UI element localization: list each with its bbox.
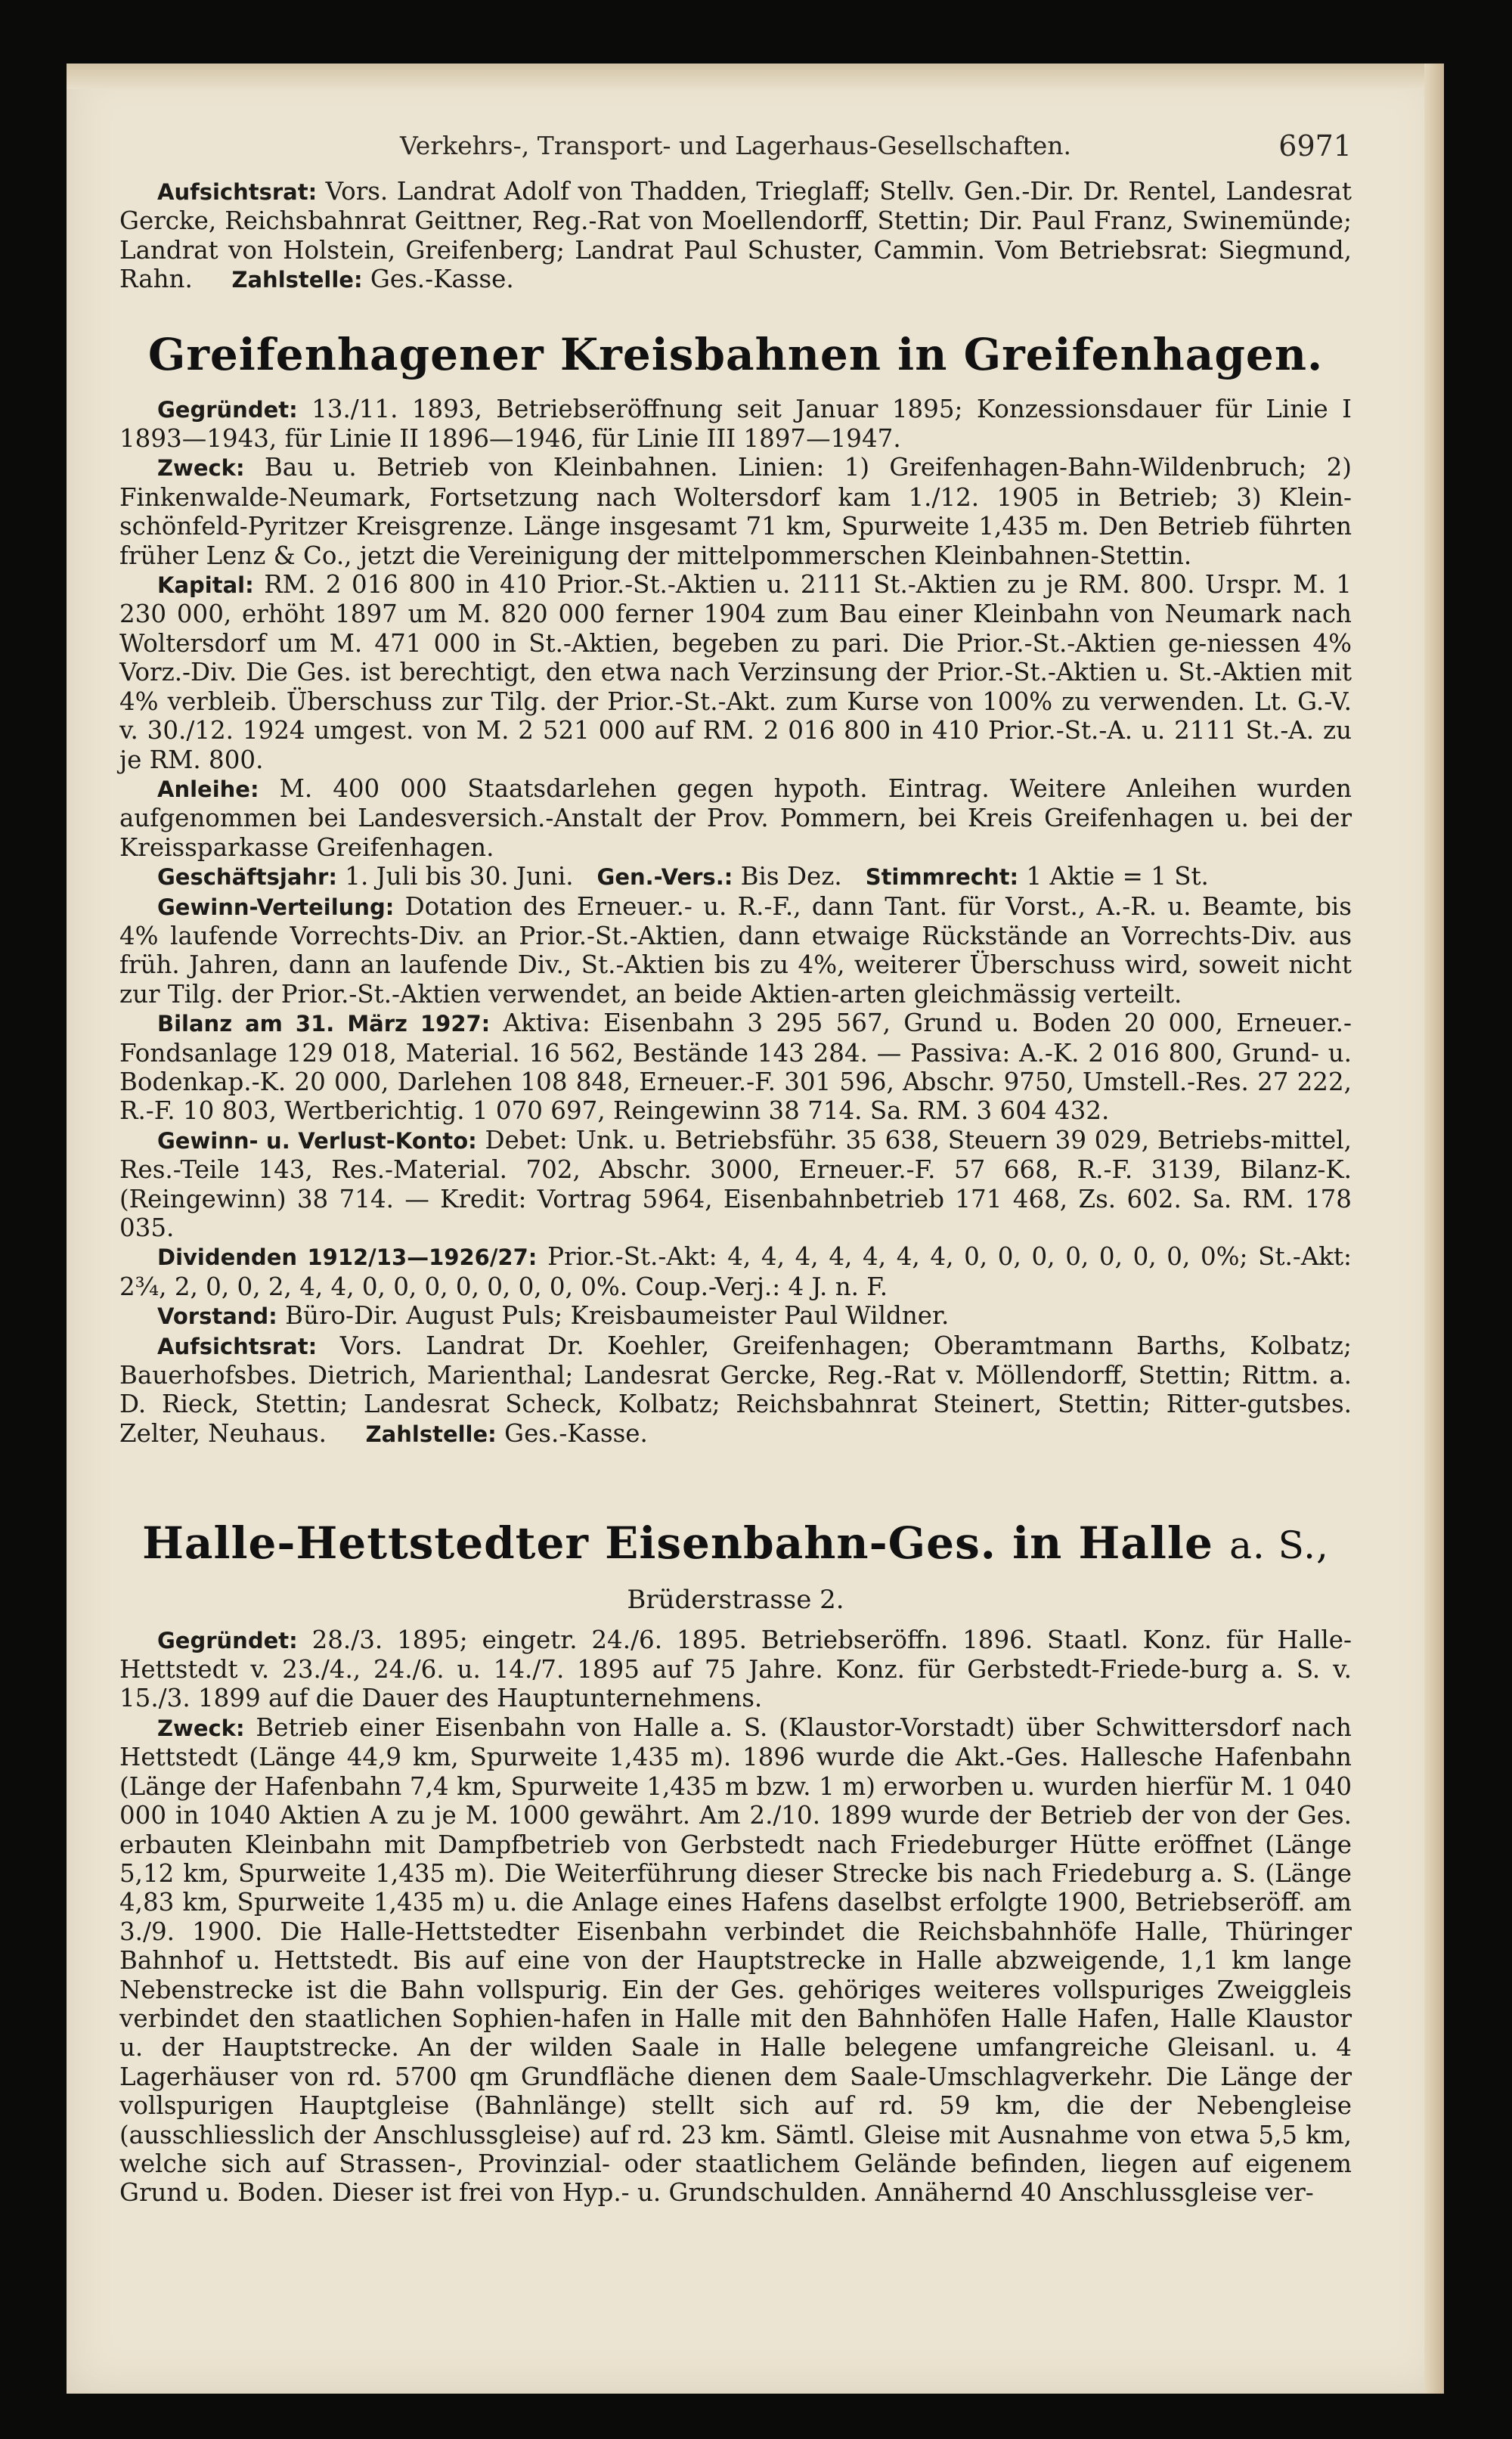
label-zweck: Zweck: xyxy=(157,455,245,482)
page-number: 6971 xyxy=(1278,129,1352,163)
label-genvers: Gen.-Vers.: xyxy=(596,864,733,891)
page-content xyxy=(119,129,1352,2208)
label-zweck-2: Zweck: xyxy=(157,1715,245,1741)
book-page xyxy=(67,64,1444,2394)
text-geschaeftsjahr: 1. Juli bis 30. Juni. xyxy=(345,862,574,891)
text-dividenden: Prior.-St.-Akt: 4, 4, 4, 4, 4, 4, 4, 0, 0, 0, 0, 0, 0, 0, 0%; St.-Akt: 2¾, 2, 0, 0, 2, 4, 4, 0, 0, 0, 0, 0, 0, 0, 0%. Coup.-Verj.: 4 J. n. F. xyxy=(119,1242,1352,1301)
label-bilanz: Bilanz am 31. März 1927: xyxy=(157,1011,491,1037)
page-top-edge xyxy=(67,64,1444,89)
label-zahlstelle: Zahlstelle: xyxy=(231,267,363,293)
label-vorstand: Vorstand: xyxy=(157,1303,277,1330)
label-dividenden: Dividenden 1912/13—1926/27: xyxy=(157,1244,538,1271)
label-kapital: Kapital: xyxy=(157,572,254,599)
label-aufsichtsrat: Aufsichtsrat: xyxy=(157,179,318,205)
text-aufsichtsrat-2: Vors. Landrat Dr. Koehler, Greifenhagen; Oberamtmann Barths, Kolbatz; Bauerhofsbes. Dietrich, Marienthal; Landesrat Gercke, Reg.-Rat v. Möllendorff, Stettin; Rittm. a. D. Rieck, Stettin; Landesrat Scheck, Kolbatz; Reichsbahnrat Steinert, Stettin; Ritter-gutsbes. Zelter, Neuhaus. xyxy=(119,1331,1352,1448)
entry-guv xyxy=(119,1126,1352,1243)
running-title: Verkehrs-, Transport- und Lagerhaus-Gesellschaften. xyxy=(399,131,1071,160)
entry-zweck xyxy=(119,453,1352,570)
section-title-greifenhagen: Greifenhagener Kreisbahnen in Greifenhagen. xyxy=(147,328,1324,380)
text-gegruendet-2: 28./3. 1895; eingetr. 24./6. 1895. Betriebseröffn. 1896. Staatl. Konz. für Halle-Hettstedt v. 23./4., 24./6. u. 14./7. 1895 auf 75 Jahre. Konz. für Gerbstedt-Friede-burg a. S. v. 15./3. 1899 auf die Dauer des Hauptunternehmens. xyxy=(119,1625,1352,1713)
carryover-aufsichtsrat xyxy=(119,177,1352,295)
text-gegruendet: 13./11. 1893, Betriebseröffnung seit Januar 1895; Konzessionsdauer für Linie I 1893—1943, für Linie II 1896—1946, für Linie III 1897—1947. xyxy=(119,394,1352,454)
section-title-halle-hettstedt xyxy=(119,1517,1352,1572)
text-bilanz: Aktiva: Eisenbahn 3 295 567, Grund u. Boden 20 000, Erneuer.-Fondsanlage 129 018, Material. 16 562, Bestände 143 284. — Passiva: A.-K. 2 016 800, Grund- u. Bodenkap.-K. 20 000, Darlehen 108 848, Erneuer.-F. 301 596, Abschr. 9750, Umstell.-Res. 27 222, R.-F. 10 803, Wertberichtig. 1 070 697, Reingewinn 38 714. Sa. RM. 3 604 432. xyxy=(119,1009,1352,1126)
text-genvers: Bis Dez. xyxy=(740,862,842,891)
label-guv: Gewinn- u. Verlust-Konto: xyxy=(157,1127,477,1154)
entry-zweck-2 xyxy=(119,1713,1352,2208)
text-kapital: RM. 2 016 800 in 410 Prior.-St.-Aktien u. 2111 St.-Aktien zu je RM. 800. Urspr. M. 1 230 000, erhöht 1897 um M. 820 000 ferner 1904 zum Bau einer Kleinbahn von Neumark nach Woltersdorf um M. 471 000 in St.-Aktien, begeben zu pari. Die Prior.-St.-Aktien ge-niessen 4% Vorz.-Div. Die Ges. ist berechtigt, den etwa nach Verzinsung der Prior.-St.-Aktien u. St.-Aktien mit 4% verbleib. Überschuss zur Tilg. der Prior.-St.-Akt. zum Kurse von 100% zu verwenden. Lt. G.-V. v. 30./12. 1924 umgest. von M. 2 521 000 auf RM. 2 016 800 in 410 Prior.-St.-A. u. 2111 St.-A. zu je RM. 800. xyxy=(119,570,1352,774)
entry-vorstand xyxy=(119,1301,1352,1331)
label-anleihe: Anleihe: xyxy=(157,776,259,802)
text-aufsichtsrat: Vors. Landrat Adolf von Thadden, Trieglaff; Stellv. Gen.-Dir. Dr. Rentel, Landesrat Gercke, Reichsbahnrat Geittner, Reg.-Rat von Moellendorff, Stettin; Dir. Paul Franz, Swinemünde; Landrat von Holstein, Greifenberg; Landrat Paul Schuster, Cammin. Vom Betriebsrat: Siegmund, Rahn. xyxy=(119,177,1352,294)
label-aufsichtsrat-2: Aufsichtsrat: xyxy=(157,1333,318,1359)
entry-geschaeftsjahr xyxy=(119,862,1352,891)
entry-aufsichtsrat xyxy=(119,1331,1352,1449)
section-gap xyxy=(119,1449,1352,1483)
company-address: Brüderstrasse 2. xyxy=(627,1585,844,1616)
entry-bilanz xyxy=(119,1009,1352,1126)
entry-gegruendet xyxy=(119,395,1352,454)
entry-gegruendet-2 xyxy=(119,1625,1352,1713)
text-zahlstelle-2: Ges.-Kasse. xyxy=(504,1418,648,1448)
label-stimmrecht: Stimmrecht: xyxy=(865,864,1019,891)
text-vorstand: Büro-Dir. August Puls; Kreisbaumeister Paul Wildner. xyxy=(285,1301,950,1331)
running-head xyxy=(119,129,1352,177)
label-geschaeftsjahr: Geschäftsjahr: xyxy=(157,864,337,891)
label-zahlstelle-2: Zahlstelle: xyxy=(365,1421,497,1447)
text-gewinnverteilung: Dotation des Erneuer.- u. R.-F., dann Tant. für Vorst., A.-R. u. Beamte, bis 4% laufende Vorrechts-Div. an Prior.-St.-Aktien, dann etwaige Rückstände an Vorrechts-Div. aus früh. Jahren, dann an laufende Div., St.-Aktien bis zu 4%, weiterer Überschuss wird, soweit nicht zur Tilg. der Prior.-St.-Aktien verwendet, an beide Aktien-arten gleichmässig verteilt. xyxy=(119,891,1352,1009)
section-title-suffix: a. S., xyxy=(1229,1523,1329,1568)
text-zahlstelle: Ges.-Kasse. xyxy=(370,265,514,294)
entry-dividenden xyxy=(119,1242,1352,1301)
label-gegruendet-2: Gegründet: xyxy=(157,1627,298,1653)
entry-gewinnverteilung xyxy=(119,892,1352,1009)
text-zweck: Bau u. Betrieb von Kleinbahnen. Linien: 1) Greifenhagen-Bahn-Wildenbruch; 2) Finkenwalde-Neumark, Fortsetzung nach Woltersdorf kam 1./12. 1905 in Betrieb; 3) Klein-schönfeld-Pyritzer Kreisgrenze. Länge insgesamt 71 km, Spurweite 1,435 m. Den Betrieb führten früher Lenz & Co., jetzt die Vereinigung der mittelpommerschen Kleinbahnen-Stettin. xyxy=(119,453,1352,570)
text-anleihe: M. 400 000 Staatsdarlehen gegen hypoth. Eintrag. Weitere Anleihen wurden aufgenommen bei Landesversich.-Anstalt der Prov. Pommern, bei Kreis Greifenhagen u. bei der Kreissparkasse Greifenhagen. xyxy=(119,773,1352,862)
section-title-main: Halle-Hettstedter Eisenbahn-Ges. in Halle xyxy=(142,1517,1213,1570)
text-zweck-2: Betrieb einer Eisenbahn von Halle a. S. (Klaustor-Vorstadt) über Schwittersdorf nach Hettstedt (Länge 44,9 km, Spurweite 1,435 m). 1896 wurde die Akt.-Ges. Hallesche Hafenbahn (Länge der Hafenbahn 7,4 km, Spurweite 1,435 m bzw. 1 m) erworben u. wurden hierfür M. 1 040 000 in 1040 Aktien A zu je M. 1000 gewährt. Am 2./10. 1899 wurde der Betrieb der von der Ges. erbauten Kleinbahn mit Dampfbetrieb von Gerbstedt nach Friedeburger Hütte eröffnet (Länge 5,12 km, Spurweite 1,435 m). Die Weiterführung dieser Strecke bis nach Friedeburg a. S. (Länge 4,83 km, Spurweite 1,435 m) u. die Anlage eines Hafens daselbst erfolgte 1900, Betriebseröff. am 3./9. 1900. Die Halle-Hettstedter Eisenbahn verbindet die Reichsbahnhöfe Halle, Thüringer Bahnhof u. Hettstedt. Bis auf eine von der Hauptstrecke in Halle abzweigende, 1,1 km lange Nebenstrecke ist die Bahn vollspurig. Ein der Ges. gehöriges weiteres vollspuriges Zweiggleis verbindet den staatlichen Sophien-hafen in Halle mit den Bahnhöfen Halle Hafen, Halle Klaustor u. der Hauptstrecke. An der wilden Saale in Halle belegene umfangreiche Gleisanl. u. 4 Lagerhäuser von rd. 5700 qm Grundfläche dienen dem Saale-Umschlagverkehr. Die Länge der vollspurigen Hauptgleise (Bahnlänge) stellt sich auf rd. 59 km, die der Nebengleise (ausschliesslich der Anschlussgleise) auf rd. 23 km. Sämtl. Gleise mit Ausnahme von etwa 5,5 km, welche sich auf Strassen-, Provinzial- oder staatlichem Gelände befinden, liegen auf eigenem Grund u. Boden. Dieser ist frei von Hyp.- u. Grundschulden. Annähernd 40 Anschlussgleise ver- xyxy=(119,1712,1352,2208)
label-gegruendet: Gegründet: xyxy=(157,396,298,423)
entry-anleihe xyxy=(119,774,1352,862)
entry-kapital xyxy=(119,570,1352,774)
page-fore-edge xyxy=(1424,64,1444,2394)
label-gewinnverteilung: Gewinn-Verteilung: xyxy=(157,894,395,920)
text-stimmrecht: 1 Aktie = 1 St. xyxy=(1026,862,1209,891)
text-guv: Debet: Unk. u. Betriebsführ. 35 638, Steuern 39 029, Betriebs-mittel, Res.-Teile 143, Res.-Material. 702, Abschr. 3000, Erneuer.-F. 57 668, R.-F. 3139, Bilanz-K. (Reingewinn) 38 714. — Kredit: Vortrag 5964, Eisenbahnbetrieb 171 468, Zs. 602. Sa. RM. 178 035. xyxy=(119,1125,1352,1242)
